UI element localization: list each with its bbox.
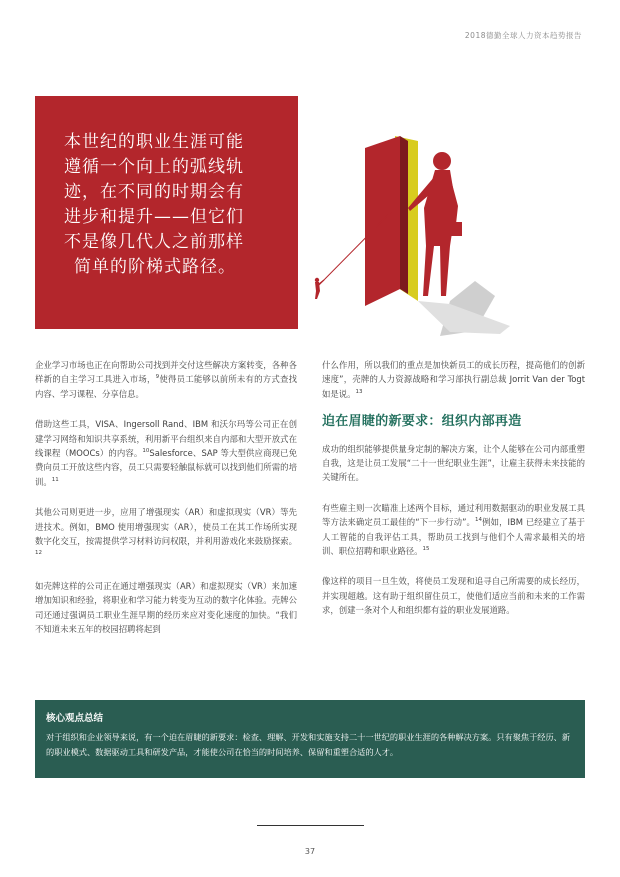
right-column	[322, 358, 585, 634]
climber-figure-icon	[315, 278, 324, 299]
pull-quote-line: 简单的阶梯式路径。	[74, 257, 236, 277]
paragraph: 企业学习市场也正在向帮助公司找到并交付这些解决方案转变，各种各样新的自主学习工具进入市场，$^9$使得员工能够以前所未有的方式查找内容、学习课程、分享信息。	[35, 360, 298, 399]
paragraph: 像这样的项目一旦生效，将使员工发现和追寻自己所需要的成长经历，并实现超越。这有助于组织留住员工，使他们适应当前和未来的工作需求，创建一条对个人和组织都有益的职业发展道路。	[322, 576, 585, 616]
briefcase-icon	[450, 222, 462, 236]
pull-quote-box	[35, 96, 298, 329]
page-number: 37	[304, 847, 316, 856]
pull-quote-line: 进步和提升——但它们	[64, 207, 244, 227]
section-heading: 迫在眉睫的新要求：组织内部再造	[322, 414, 522, 430]
pull-quote-line: 本世纪的职业生涯可能	[64, 132, 244, 152]
footer-divider	[257, 825, 364, 826]
summary-body: 对于组织和企业领导来说，有一个迫在眉睫的新要求：检查、理解、开发和实施支持二十一世纪的职业生涯的各种解决方案。只有聚焦于经历、新的职业模式、数据驱动工具和研发产品，才能使公司在恰当的时间培养、保留和重塑合适的人才。	[46, 732, 571, 757]
career-door-illustration	[300, 96, 550, 336]
key-takeaways-box	[35, 700, 585, 778]
left-column	[35, 358, 297, 653]
paragraph: 什么作用，所以我们的重点是加快新员工的成长历程，提高他们的创新速度”，壳牌的人力资源战略和学习部执行副总裁 Jorrit Van der Togt 如是说。$^{13}$	[322, 360, 585, 399]
paragraph: 有些雇主则一次瞄准上述两个目标，通过利用数据驱动的职业发展工具等方法来确定员工最佳的“下一步行动”。$^{14}$例如，IBM 已经建立了基于人工智能的自我评估工具，帮助员工找到与他们个人需求最相关的培训、职位招聘和职业路径。$^{15}$	[322, 502, 585, 557]
paragraph: 其他公司则更进一步，应用了增强现实（AR）和虚拟现实（VR）等先进技术。例如，BMO 使用增强现实（AR），使员工在其工作场所实现数字化交互，按需提供学习材料访问权限，并利用游戏化来鼓励探索。$^{12}$	[35, 507, 297, 557]
pull-quote-line: 迹，在不同的时期会有	[64, 182, 244, 202]
pull-quote-line: 遵循一个向上的弧线轨	[64, 157, 244, 177]
report-header: 2018德勤全球人力资本趋势报告	[464, 31, 582, 40]
paragraph: 借助这些工具，VISA、Ingersoll Rand、IBM 和沃尔玛等公司正在创建学习网络和知识共享系统，利用新平台组织来自内部和大型开放式在线课程（MOOCs）的内容。$^{10}$Salesforce、SAP 等大型供应商现已免费向员工开放这些内容，员工只需要轻触鼠标就可以找到他们所需的培训。$^{11}$	[35, 419, 297, 487]
paragraph: 如壳牌这样的公司正在通过增强现实（AR）和虚拟现实（VR）来加速增加知识和经验，将职业和学习能力转变为互动的数字化体验。壳牌公司还通过强调员工职业生涯早期的经历来应对变化速度的加快。“我们不知道未来五年的校园招聘将起到	[35, 580, 297, 635]
summary-title: 核心观点总结	[46, 713, 104, 724]
paragraph: 成功的组织能够提供量身定制的解决方案，让个人能够在公司内部重塑自我，这是让员工发展“二十一世纪职业生涯”，让雇主获得未来技能的关键所在。	[322, 443, 585, 483]
pull-quote-line: 不是像几代人之前那样	[64, 232, 244, 252]
